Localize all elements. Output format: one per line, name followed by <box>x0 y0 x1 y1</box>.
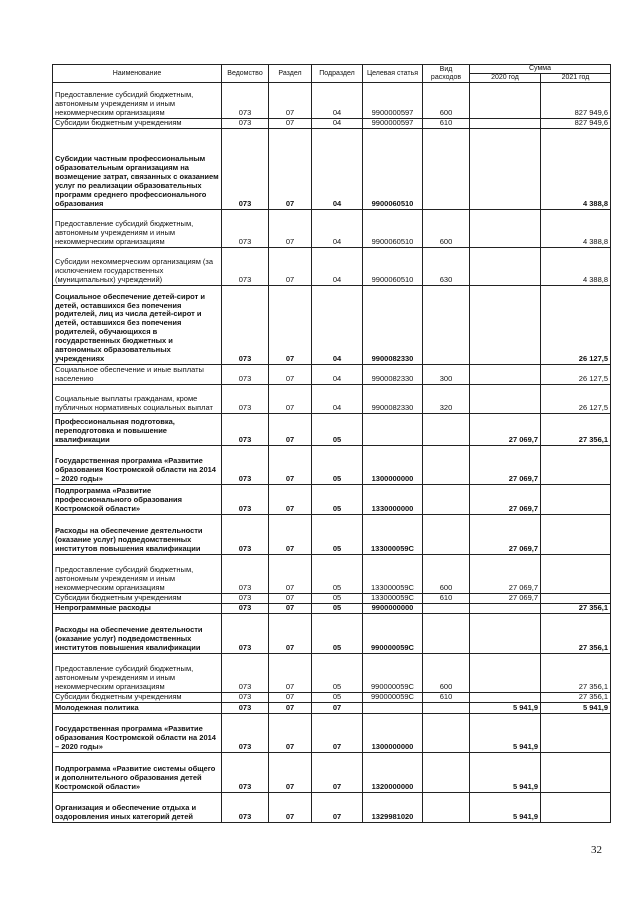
cell-podrazdel: 07 <box>312 752 363 792</box>
cell-celevaya-statya: 990000059С <box>363 692 423 702</box>
table-row <box>53 285 611 364</box>
cell-sum-2020: 27 069,7 <box>470 554 541 593</box>
table-row <box>53 413 611 445</box>
cell-podrazdel: 04 <box>312 364 363 384</box>
cell-sum-2020 <box>470 613 541 653</box>
cell-vid-rashodov <box>423 752 470 792</box>
cell-vedomstvo: 073 <box>222 692 269 702</box>
cell-podrazdel: 04 <box>312 209 363 247</box>
cell-name: Молодежная политика <box>53 702 222 713</box>
table-body <box>53 83 611 823</box>
cell-vid-rashodov: 610 <box>423 119 470 129</box>
cell-sum-2021: 5 941,9 <box>541 702 611 713</box>
cell-vedomstvo: 073 <box>222 593 269 603</box>
header-vid-rashodov: Вид расходов <box>423 65 470 83</box>
table-row <box>53 692 611 702</box>
cell-vedomstvo: 073 <box>222 285 269 364</box>
header-name: Наименование <box>53 65 222 83</box>
cell-razdel: 07 <box>269 702 312 713</box>
cell-celevaya-statya: 9900060510 <box>363 128 423 209</box>
cell-celevaya-statya: 9900000597 <box>363 119 423 129</box>
cell-sum-2021: 27 356,1 <box>541 603 611 613</box>
cell-name: Субсидии бюджетным учреждениям <box>53 692 222 702</box>
cell-name: Субсидии бюджетным учреждениям <box>53 119 222 129</box>
cell-vedomstvo: 073 <box>222 445 269 484</box>
table-row <box>53 364 611 384</box>
cell-name: Подпрограмма «Развитие профессионального образования Костромской области» <box>53 484 222 514</box>
cell-sum-2021 <box>541 514 611 554</box>
cell-razdel: 07 <box>269 484 312 514</box>
cell-vid-rashodov <box>423 484 470 514</box>
cell-sum-2020 <box>470 209 541 247</box>
cell-celevaya-statya: 9900060510 <box>363 209 423 247</box>
page-number: 32 <box>591 844 602 856</box>
cell-razdel: 07 <box>269 413 312 445</box>
cell-name: Предоставление субсидий бюджетным, автономным учреждениям и иным некоммерческим организациям <box>53 554 222 593</box>
cell-podrazdel: 04 <box>312 83 363 119</box>
cell-razdel: 07 <box>269 713 312 752</box>
cell-vedomstvo: 073 <box>222 83 269 119</box>
cell-razdel: 07 <box>269 83 312 119</box>
cell-vedomstvo: 073 <box>222 702 269 713</box>
cell-sum-2020 <box>470 285 541 364</box>
cell-vid-rashodov <box>423 713 470 752</box>
table-row <box>53 613 611 653</box>
cell-vedomstvo: 073 <box>222 247 269 285</box>
cell-sum-2020: 5 941,9 <box>470 792 541 822</box>
cell-vedomstvo: 073 <box>222 128 269 209</box>
table-row <box>53 128 611 209</box>
cell-podrazdel: 05 <box>312 554 363 593</box>
cell-razdel: 07 <box>269 119 312 129</box>
cell-celevaya-statya: 990000059С <box>363 653 423 692</box>
cell-name: Субсидии бюджетным учреждениям <box>53 593 222 603</box>
table-row <box>53 209 611 247</box>
cell-sum-2020: 27 069,7 <box>470 413 541 445</box>
table-row <box>53 445 611 484</box>
cell-razdel: 07 <box>269 364 312 384</box>
cell-vid-rashodov <box>423 792 470 822</box>
cell-sum-2021 <box>541 484 611 514</box>
cell-sum-2020: 5 941,9 <box>470 752 541 792</box>
cell-vedomstvo: 073 <box>222 209 269 247</box>
cell-name: Непрограммные расходы <box>53 603 222 613</box>
cell-sum-2020: 27 069,7 <box>470 484 541 514</box>
cell-sum-2021 <box>541 554 611 593</box>
cell-sum-2021 <box>541 792 611 822</box>
table-row <box>53 593 611 603</box>
cell-podrazdel: 07 <box>312 792 363 822</box>
table-row <box>53 752 611 792</box>
cell-name: Социальные выплаты гражданам, кроме публичных нормативных социальных выплат <box>53 384 222 413</box>
table-row <box>53 384 611 413</box>
cell-vid-rashodov: 300 <box>423 364 470 384</box>
cell-celevaya-statya: 9900082330 <box>363 364 423 384</box>
cell-sum-2021: 26 127,5 <box>541 364 611 384</box>
cell-sum-2021: 4 388,8 <box>541 247 611 285</box>
cell-name: Предоставление субсидий бюджетным, автономным учреждениям и иным некоммерческим организациям <box>53 83 222 119</box>
cell-sum-2021: 27 356,1 <box>541 692 611 702</box>
cell-vedomstvo: 073 <box>222 792 269 822</box>
cell-sum-2020 <box>470 83 541 119</box>
cell-podrazdel: 05 <box>312 514 363 554</box>
cell-sum-2021 <box>541 713 611 752</box>
cell-sum-2020 <box>470 119 541 129</box>
cell-celevaya-statya: 990000059С <box>363 613 423 653</box>
table-row <box>53 514 611 554</box>
cell-sum-2020: 27 069,7 <box>470 593 541 603</box>
cell-sum-2021: 4 388,8 <box>541 209 611 247</box>
cell-celevaya-statya: 9900000597 <box>363 83 423 119</box>
cell-razdel: 07 <box>269 653 312 692</box>
cell-vid-rashodov: 610 <box>423 593 470 603</box>
cell-sum-2020 <box>470 384 541 413</box>
cell-sum-2020: 27 069,7 <box>470 514 541 554</box>
cell-razdel: 07 <box>269 554 312 593</box>
cell-sum-2020: 27 069,7 <box>470 445 541 484</box>
cell-razdel: 07 <box>269 792 312 822</box>
cell-podrazdel: 05 <box>312 653 363 692</box>
cell-razdel: 07 <box>269 692 312 702</box>
cell-celevaya-statya: 9900000000 <box>363 603 423 613</box>
cell-vedomstvo: 073 <box>222 554 269 593</box>
cell-celevaya-statya: 1300000000 <box>363 713 423 752</box>
cell-vedomstvo: 073 <box>222 413 269 445</box>
cell-celevaya-statya: 133000059С <box>363 514 423 554</box>
cell-razdel: 07 <box>269 752 312 792</box>
cell-vedomstvo: 073 <box>222 514 269 554</box>
table-row <box>53 83 611 119</box>
cell-name: Подпрограмма «Развитие системы общего и дополнительного образования детей Костромской области» <box>53 752 222 792</box>
budget-table <box>52 64 611 823</box>
table-row <box>53 247 611 285</box>
cell-sum-2020 <box>470 692 541 702</box>
cell-name: Организация и обеспечение отдыха и оздоровления иных категорий детей <box>53 792 222 822</box>
cell-vedomstvo: 073 <box>222 613 269 653</box>
cell-podrazdel: 07 <box>312 702 363 713</box>
cell-name: Предоставление субсидий бюджетным, автономным учреждениям и иным некоммерческим организациям <box>53 209 222 247</box>
header-vedomstvo: Ведомство <box>222 65 269 83</box>
cell-razdel: 07 <box>269 128 312 209</box>
cell-vedomstvo: 073 <box>222 752 269 792</box>
cell-name: Профессиональная подготовка, переподготовка и повышение квалификации <box>53 413 222 445</box>
cell-vid-rashodov: 600 <box>423 209 470 247</box>
cell-name: Государственная программа «Развитие образования Костромской области на 2014 – 2020 годы» <box>53 713 222 752</box>
cell-podrazdel: 04 <box>312 384 363 413</box>
cell-celevaya-statya: 9900060510 <box>363 247 423 285</box>
cell-vid-rashodov: 630 <box>423 247 470 285</box>
table-row <box>53 554 611 593</box>
cell-razdel: 07 <box>269 285 312 364</box>
cell-sum-2020 <box>470 128 541 209</box>
cell-podrazdel: 05 <box>312 593 363 603</box>
cell-vid-rashodov <box>423 702 470 713</box>
table-row <box>53 603 611 613</box>
cell-vid-rashodov <box>423 514 470 554</box>
cell-vid-rashodov: 610 <box>423 692 470 702</box>
cell-vid-rashodov <box>423 445 470 484</box>
header-celevaya-statya: Целевая статья <box>363 65 423 83</box>
cell-vid-rashodov: 320 <box>423 384 470 413</box>
cell-sum-2021: 827 949,6 <box>541 83 611 119</box>
cell-podrazdel: 05 <box>312 445 363 484</box>
cell-vid-rashodov <box>423 128 470 209</box>
cell-celevaya-statya: 1329981020 <box>363 792 423 822</box>
cell-name: Расходы на обеспечение деятельности (оказание услуг) подведомственных институтов повышения квалификации <box>53 613 222 653</box>
cell-podrazdel: 04 <box>312 247 363 285</box>
cell-vedomstvo: 073 <box>222 484 269 514</box>
header-podrazdel: Подраздел <box>312 65 363 83</box>
cell-celevaya-statya: 133000059С <box>363 593 423 603</box>
cell-podrazdel: 05 <box>312 613 363 653</box>
cell-name: Социальное обеспечение и иные выплаты населению <box>53 364 222 384</box>
cell-vid-rashodov <box>423 603 470 613</box>
cell-celevaya-statya: 1300000000 <box>363 445 423 484</box>
cell-razdel: 07 <box>269 209 312 247</box>
cell-vedomstvo: 073 <box>222 119 269 129</box>
cell-vedomstvo: 073 <box>222 603 269 613</box>
header-year-2021: 2021 год <box>541 74 611 83</box>
cell-podrazdel: 05 <box>312 413 363 445</box>
cell-sum-2021: 26 127,5 <box>541 285 611 364</box>
table-row <box>53 792 611 822</box>
cell-razdel: 07 <box>269 603 312 613</box>
header-year-2020: 2020 год <box>470 74 541 83</box>
cell-sum-2020: 5 941,9 <box>470 713 541 752</box>
cell-vedomstvo: 073 <box>222 713 269 752</box>
cell-vid-rashodov: 600 <box>423 653 470 692</box>
cell-podrazdel: 05 <box>312 692 363 702</box>
cell-celevaya-statya: 1320000000 <box>363 752 423 792</box>
header-razdel: Раздел <box>269 65 312 83</box>
cell-name: Социальное обеспечение детей-сирот и детей, оставшихся без попечения родителей, лиц из числа детей-сирот и детей, оставшихся без попечения родителей, обучающихся в государственных бюджетных и автономных образовательных учреждениях <box>53 285 222 364</box>
cell-sum-2020 <box>470 603 541 613</box>
cell-sum-2021 <box>541 445 611 484</box>
cell-vid-rashodov: 600 <box>423 554 470 593</box>
table-row <box>53 119 611 129</box>
table-row <box>53 702 611 713</box>
cell-name: Государственная программа «Развитие образования Костромской области на 2014 – 2020 годы» <box>53 445 222 484</box>
cell-razdel: 07 <box>269 384 312 413</box>
cell-sum-2020: 5 941,9 <box>470 702 541 713</box>
cell-vid-rashodov <box>423 613 470 653</box>
cell-podrazdel: 05 <box>312 484 363 514</box>
cell-vedomstvo: 073 <box>222 653 269 692</box>
table-row <box>53 484 611 514</box>
cell-sum-2021 <box>541 593 611 603</box>
cell-sum-2021 <box>541 752 611 792</box>
cell-celevaya-statya: 9900082330 <box>363 384 423 413</box>
cell-podrazdel: 04 <box>312 128 363 209</box>
cell-celevaya-statya: 133000059С <box>363 554 423 593</box>
cell-sum-2021: 27 356,1 <box>541 613 611 653</box>
cell-name: Расходы на обеспечение деятельности (оказание услуг) подведомственных институтов повышения квалификации <box>53 514 222 554</box>
cell-razdel: 07 <box>269 514 312 554</box>
cell-sum-2021: 27 356,1 <box>541 653 611 692</box>
cell-sum-2020 <box>470 653 541 692</box>
table-row <box>53 653 611 692</box>
cell-razdel: 07 <box>269 445 312 484</box>
cell-name: Субсидии частным профессиональным образовательным организациям на возмещение затрат, связанных с оказанием услуг по реализации образовательных программ среднего профессионального образования <box>53 128 222 209</box>
cell-celevaya-statya <box>363 413 423 445</box>
cell-celevaya-statya <box>363 702 423 713</box>
header-summa: Сумма <box>470 65 611 74</box>
table-row <box>53 713 611 752</box>
cell-podrazdel: 04 <box>312 285 363 364</box>
cell-vid-rashodov <box>423 285 470 364</box>
cell-celevaya-statya: 9900082330 <box>363 285 423 364</box>
cell-sum-2021: 4 388,8 <box>541 128 611 209</box>
cell-sum-2020 <box>470 247 541 285</box>
cell-vedomstvo: 073 <box>222 364 269 384</box>
cell-podrazdel: 04 <box>312 119 363 129</box>
cell-sum-2020 <box>470 364 541 384</box>
cell-name: Предоставление субсидий бюджетным, автономным учреждениям и иным некоммерческим организациям <box>53 653 222 692</box>
cell-podrazdel: 05 <box>312 603 363 613</box>
cell-vid-rashodov <box>423 413 470 445</box>
cell-vedomstvo: 073 <box>222 384 269 413</box>
cell-razdel: 07 <box>269 593 312 603</box>
cell-podrazdel: 07 <box>312 713 363 752</box>
cell-razdel: 07 <box>269 613 312 653</box>
cell-sum-2021: 26 127,5 <box>541 384 611 413</box>
cell-name: Субсидии некоммерческим организациям (за исключением государственных (муниципальных) учреждений) <box>53 247 222 285</box>
cell-vid-rashodov: 600 <box>423 83 470 119</box>
cell-sum-2021: 27 356,1 <box>541 413 611 445</box>
cell-razdel: 07 <box>269 247 312 285</box>
cell-celevaya-statya: 1330000000 <box>363 484 423 514</box>
cell-sum-2021: 827 949,6 <box>541 119 611 129</box>
